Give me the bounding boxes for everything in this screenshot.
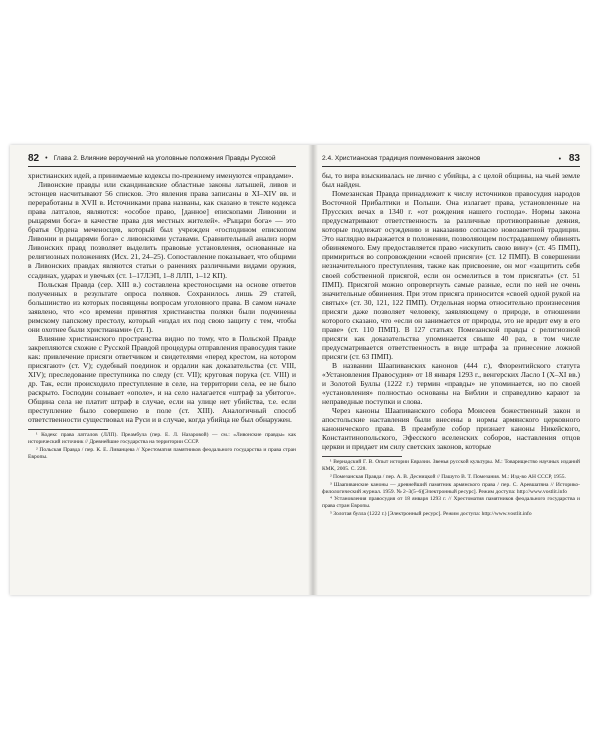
book-spread bbox=[10, 145, 590, 595]
paragraph: Польская Правда (сер. XIII в.) составлена крестоносцами на основе ответов полученных в результате опроса поляков. Сохранилось лишь 29 статей, большинство из которых посвящены вопросам уголовного права. В самом начале заявлено, что «со времени принятия христианства поляки были подчинены римскому папскому престолу, который «издал их под свою защиту с тем, чтобы они охотнее были христианами» (ст. I). bbox=[28, 279, 296, 334]
paragraph: христианских идей, а принимаемые кодексы по-прежнему именуются «правдами». bbox=[28, 171, 294, 180]
footnote: ⁴ Установления правосудия от 18 января 1293 г. // Хрестоматия памятников феодального государства и права стран Европы. bbox=[322, 496, 580, 510]
left-page-body bbox=[28, 171, 296, 424]
paragraph: Ливонские правды или скандинавские областные законы латышей, ливов и эстонцев насчитывают 56 списков. Это явления права записаны в XI–XIV вв. и переработаны в XVII в. Источниками права названы, как сказано в тексте кодекса права латгалов, являются: «особое право, [данное] епископами Ливонии и рыцарями бога» в качестве права для местных жителей». «Рыцари бога» — это братья Ордена меченосцев, который был учрежден «господином епископом Ливонии и рыцарями бога» с ливонскими уставами. Сравнительный анализ норм Ливонских правд позволяет выделить правовые установления, основанные на религиозных положениях (Исх. 21, 24–25). Сопоставление показывает, что общими в Ливонских правдах являются статьи о ранениях различными видами оружия, ссадинах, ударах и увечьях (ст. 1–17ЛЭП, 1–8 ЛЛП, 1–12 КП). bbox=[28, 180, 296, 280]
paragraph: В названии Шаапиванских канонов (444 г.), Флорентийского статута «Установления Правосудия» от 18 января 1293 г., венгерских Ласло I (X–XI вв.) и Золотой Буллы (1222 г.) термин «правды» не упоминается, но по своей «установления» полностью основаны на Библии и справедливо карают за неправедные поступки и слова. bbox=[322, 360, 580, 407]
left-page-header bbox=[28, 153, 296, 167]
footnote: ² Помезанская Правда / пер. А. В. Десницкой // Пашуто В. Т. Помезания. М.: Изд-во АН СССР, 1955. bbox=[330, 474, 566, 481]
book-gutter bbox=[308, 145, 318, 595]
paragraph: бы, то вира взыскивалась не лично с убийцы, а с целой общины, на чьей земле был найден. bbox=[322, 171, 580, 190]
footnote-rule bbox=[28, 429, 108, 430]
footnote-rule bbox=[322, 456, 402, 457]
paragraph: Влияние христианского пространства видно по тому, что в Польской Правде закрепляются схожие с Русской Правдой процедуры отправления правосудия такие как: привлечение присяги ответчиком и свидетелями «перед крестом, на котором присягают» (ст. V); судебный поединок и ордалии как доказательства (ст. VIII, XIV); преследование преступника по следу (ст. VII); круговая порука (ст. VIII) и др. Так, если происходило преступление в селе, на территории села, ее не было раскрыто. Господин созывает «ополе», и на село налагается «штраф за убитого». Община села не платит штраф в случае, если на улице нет убийства, т.е. если преступление было совершено в поле (ст. XIII). Аналогичный способ ответственности существовал на Руси и в случае, когда убийца не был обнаружен. bbox=[28, 333, 296, 425]
page-number: 82 bbox=[28, 153, 40, 164]
right-page-header bbox=[322, 153, 580, 167]
left-page bbox=[28, 153, 296, 593]
running-head: 2.4. Христианская традиция поименования законов bbox=[322, 155, 481, 162]
right-page bbox=[322, 153, 580, 593]
footnote: ² Польская Правда / пер. К. Е. Ливанцева // Хрестоматия памятников феодального государства и права стран Европы. bbox=[28, 446, 296, 460]
running-head: Глава 2. Влияние вероучений на уголовные положения Правды Русской bbox=[53, 155, 276, 162]
paragraph: Помезанская Правда принадлежит к числу источников правосудия народов Восточной Прибалтики и Польши. Она излагает права, установленные на Прусских вечах в 1340 г. «от рождения нашего господа». Нормы закона предусматривают ответственность за различные противоправные деяния, которые подлежат осуждению и наказанию согласно новозаветной традиции. Это наглядно выражается в положении, позволяющем пострадавшему обвинять обвиняемого. Ему предоставляется право «искупить свою вину» (ст. 45 ПМП), примириться во сопровождении «своей присяги» (ст. 12 ПМП). В совершении незначительного преступления, также как присвоение, он мог «защитить себя своей собственной присягой, если он осмелиться в том присягать» (ст. 51 ПМП). Присягой можно опровергнуть самые разные, если по ней не очень значительные обвинения. При этом присяга приносится «своей одной рукой на святых» (ст. 30, 121, 122 ПМП). Отдельная норма относительно произнесения присяги даже позволяет человеку, заявляющему о природе, в отношении которого сказано, что «если он занимается от природы, это не вредит ему в его праве» (ст. 110 ПМП). В 127 статьях Помезанской правды с религиозной присяги как доказательства упоминается свыше 40 раз, в том числе предусматривается ответственность в виде штрафа за принесение ложной присяги (ст. 63 ПМП). bbox=[322, 189, 580, 361]
footnote: ¹ Вернадский Г. В. Опыт истории Евразии. Звенья русской культуры. М.: Товарищество научных изданий КМК, 2005. С. 228. bbox=[322, 459, 580, 473]
star-ornament-icon: • bbox=[45, 155, 48, 162]
page-number: 83 bbox=[568, 153, 580, 164]
left-footnotes bbox=[28, 429, 296, 460]
star-ornament-icon: • bbox=[558, 156, 562, 163]
paragraph: Через каноны Шаапиванского собора Моисеев божественный закон и апостольские наставления были внесены в нормы армянского церковного канонического права. В преамбуле собор признает каноны Никейского, Константинопольского, Эфесского вселенских соборов, наставления отцов церкви и придает им силу светских законов, которые bbox=[322, 406, 580, 452]
footnote: ³ Шаапиванские каноны — древнейший памятник армянского права / пер. С. Аревшатяна // Историко-филологический журнал. 1959. № 2–3(5–6)[Электронный ресурс]. Режим доступа: http://www.vostlit.info bbox=[322, 481, 580, 495]
right-page-body bbox=[322, 171, 580, 451]
footnote: ⁵ Золотая булла (1222 г.) [Электронный ресурс]. Режим доступа: http://www.vostlit.info bbox=[330, 511, 532, 518]
footnote: ¹ Кодекс права латгалов (ЛЛП). Преамбула (пер. Е. Л. Назаровой) — см.: «Ливонские правды» как исторический источник // Древнейшие государства на территории СССР. bbox=[28, 432, 296, 446]
right-footnotes bbox=[322, 456, 580, 517]
